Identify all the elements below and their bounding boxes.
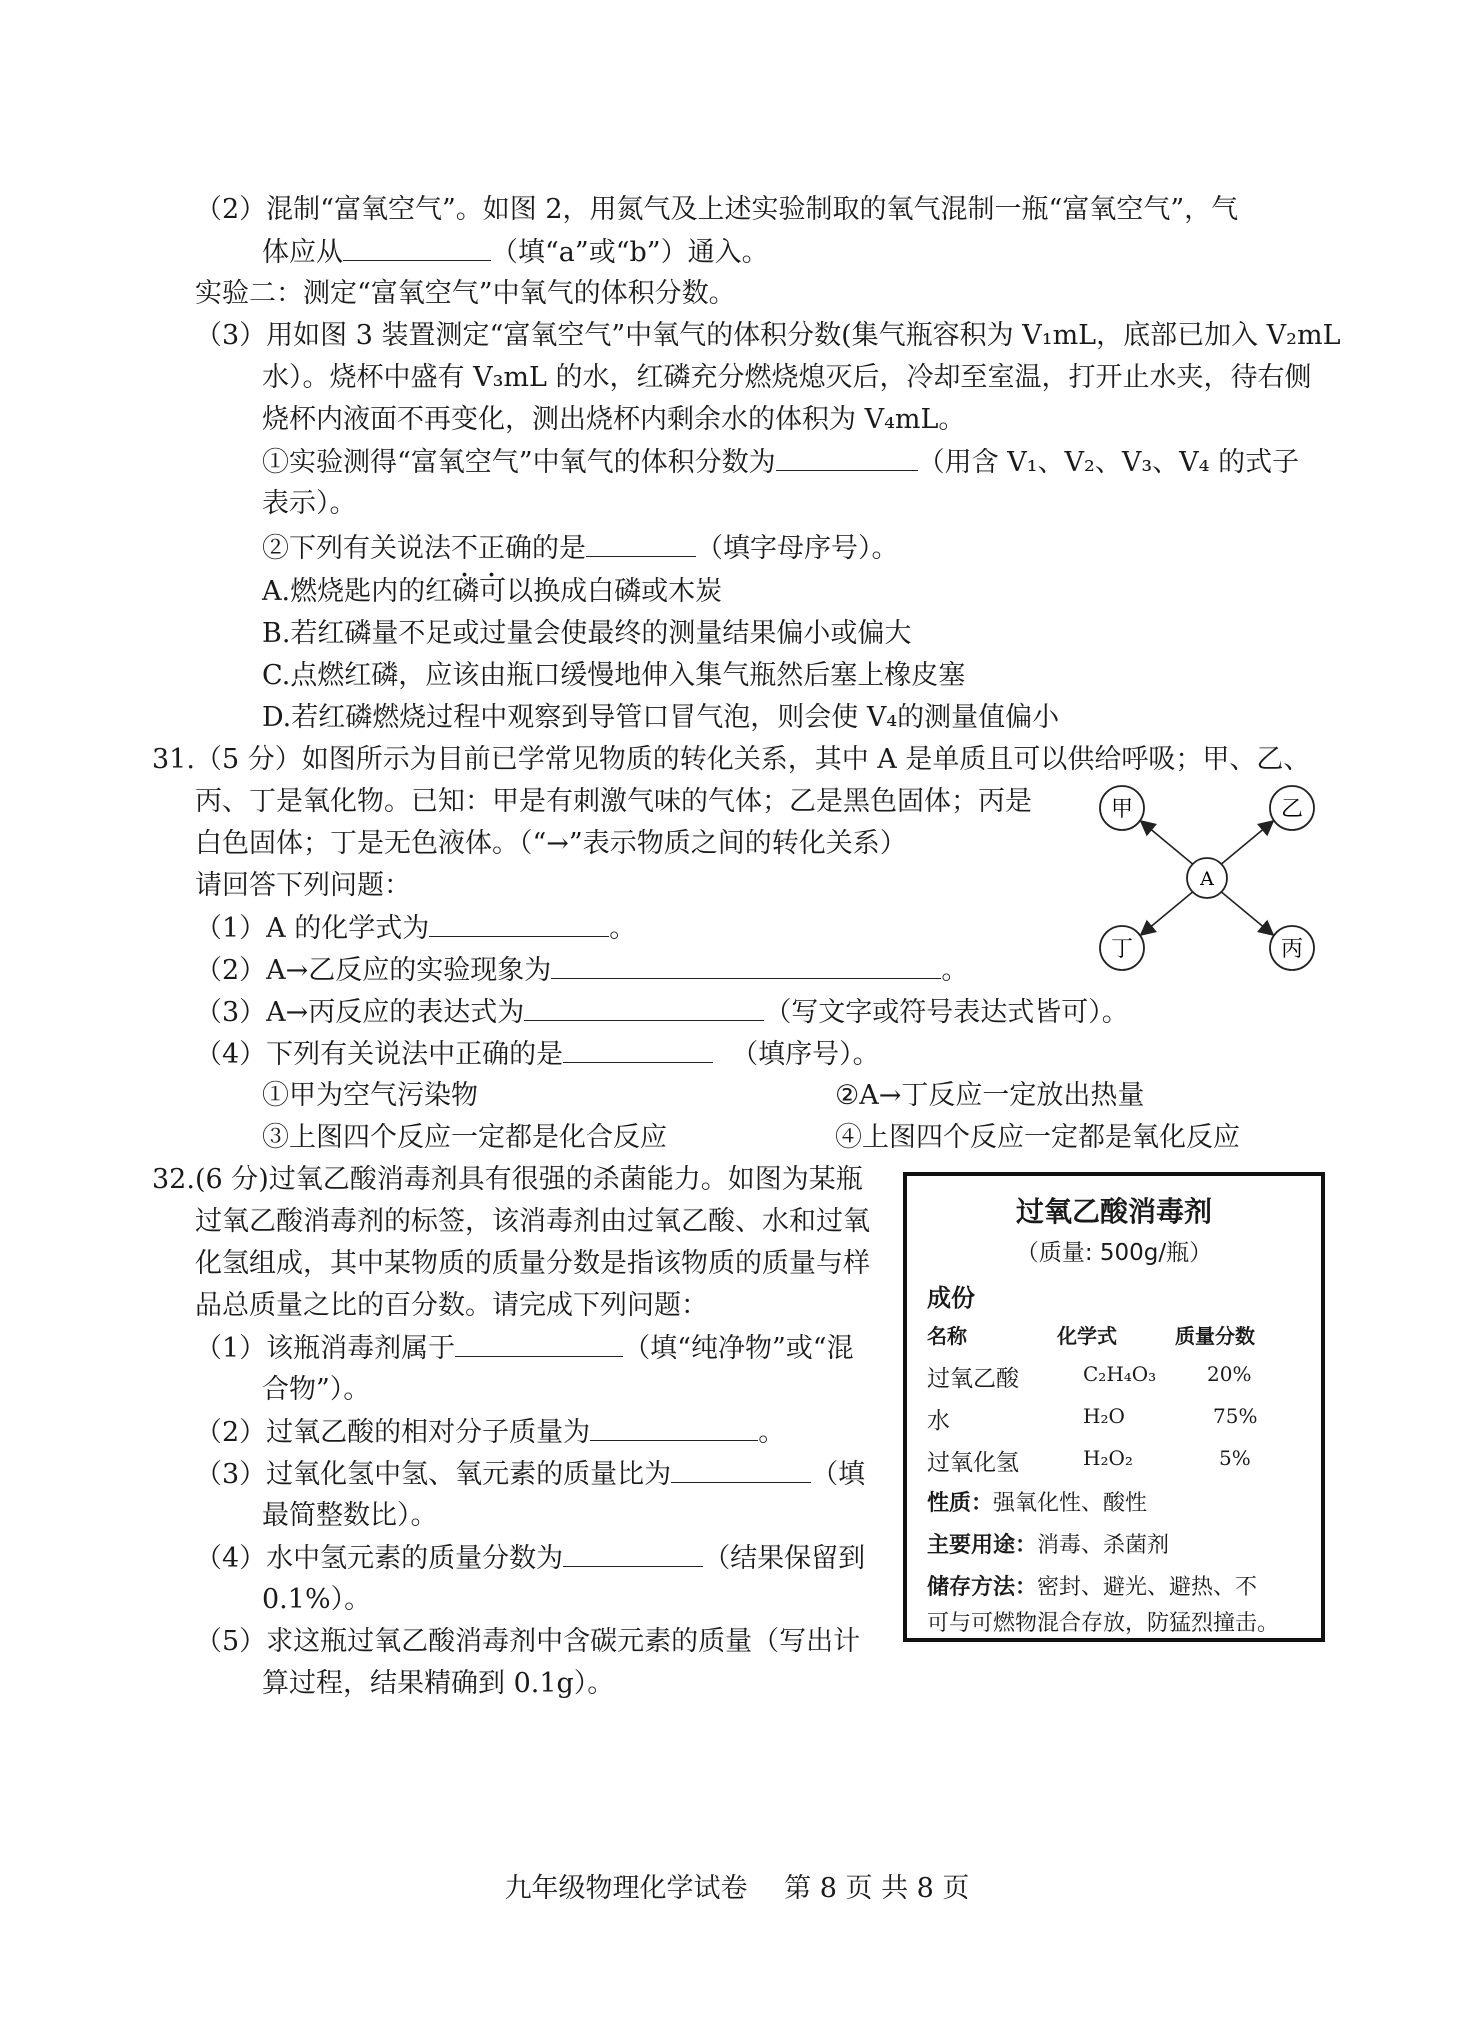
q31-sub1-text: （1）A 的化学式为: [195, 913, 430, 944]
q32-sub5-line2: 算过程，结果精确到 0.1g）。: [262, 1668, 615, 1699]
label-property-key: 性质：: [927, 1491, 994, 1516]
q32-sub4-line2: 0.1%）。: [262, 1584, 372, 1615]
q32-sub4-line1: [195, 1540, 865, 1577]
label-col-formula: 化学式: [1057, 1324, 1117, 1348]
q30-sub1-text: ①实验测得“富氧空气”中氧气的体积分数为: [262, 447, 776, 478]
q30-part3-line3: 烧杯内液面不再变化，测出烧杯内剩余水的体积为 V₄mL。: [262, 404, 966, 435]
label-usage-value: 消毒、杀菌剂: [1037, 1533, 1170, 1558]
q30-part3-line1: （3）用如图 3 装置测定“富氧空气”中氧气的体积分数(集气瓶容积为 V₁mL，底部已加入 V₂mL: [195, 320, 1341, 351]
q32-sub2-text: （2）过氧乙酸的相对分子质量为: [195, 1417, 591, 1448]
answer-blank[interactable]: [590, 1414, 758, 1441]
q32-sub2: [195, 1414, 785, 1451]
answer-blank[interactable]: [343, 234, 491, 261]
label-title: 过氧乙酸消毒剂: [1015, 1195, 1212, 1228]
emphasis-char: 正: [478, 533, 505, 564]
q30-sub1-line2: 表示）。: [262, 488, 357, 519]
q31-sub2-text: （2）A→乙反应的实验现象为: [195, 955, 552, 986]
label-property: [927, 1486, 1147, 1517]
q31-sub2-end: 。: [941, 955, 969, 986]
q32-sub1-line1: [195, 1330, 854, 1367]
q32-sub1-line2: 合物”）。: [262, 1374, 371, 1405]
q31-sub1-end: 。: [609, 913, 637, 944]
q30-experiment2-heading: 实验二：测定“富氧空气”中氧气的体积分数。: [195, 278, 736, 309]
label-row-fraction: 75%: [1213, 1404, 1258, 1428]
q32-sub2-end: 。: [758, 1417, 786, 1448]
q30-option-d: D.若红磷燃烧过程中观察到导管口冒气泡，则会使 V₄的测量值偏小: [262, 702, 1060, 733]
q32-sub5-line1: （5）求这瓶过氧乙酸消毒剂中含碳元素的质量（写出计: [195, 1626, 861, 1657]
q31-sub4-hint: （填序号）。: [731, 1039, 880, 1070]
q31-sub3-hint: （写文字或符号表达式皆可）。: [764, 997, 1129, 1028]
q30-option-c: C.点燃红磷，应该由瓶口缓慢地伸入集气瓶然后塞上橡皮塞: [262, 660, 966, 691]
label-row-name: 过氧化氢: [927, 1450, 1019, 1476]
q30-sub2-text2: 确的是: [505, 533, 586, 564]
label-storage-value: 密封、避光、避热、不: [1037, 1575, 1258, 1600]
q30-part3-line2: 水）。烧杯中盛有 V₃mL 的水，红磷充分燃烧熄灭后，冷却至室温，打开止水夹，待右侧: [262, 362, 1312, 393]
label-row-formula: H₂O: [1083, 1404, 1125, 1428]
answer-blank[interactable]: [563, 1036, 713, 1063]
emphasis-char: 不: [451, 533, 478, 564]
q30-sub1-line1: [262, 444, 1299, 481]
arrow-a-to-jia: [1142, 822, 1195, 866]
label-property-value: 强氧化性、酸性: [993, 1491, 1148, 1516]
node-ding: 丁: [1110, 937, 1134, 962]
q31-choice-2: ②A→丁反应一定放出热量: [835, 1080, 1145, 1111]
q32-stem-line4: 品总质量之比的百分数。请完成下列问题：: [195, 1290, 708, 1321]
q30-option-a: A.燃烧匙内的红磷可以换成白磷或木炭: [262, 576, 723, 607]
q31-stem-line3: 白色固体；丁是无色液体。（“→”表示物质之间的转化关系）: [195, 828, 907, 859]
q32-stem-line2: 过氧乙酸消毒剂的标签，该消毒剂由过氧乙酸、水和过氧: [195, 1206, 870, 1237]
answer-blank[interactable]: [551, 952, 941, 979]
answer-blank[interactable]: [429, 910, 609, 937]
node-jia: 甲: [1110, 797, 1134, 822]
q31-sub3: [195, 994, 1129, 1031]
q31-sub4: [195, 1036, 880, 1073]
label-storage-cont: 可与可燃物混合存放，防猛烈撞击。: [927, 1611, 1280, 1636]
label-row-fraction: 5%: [1219, 1446, 1251, 1470]
q30-sub1-hint: （用含 V₁、V₂、V₃、V₄ 的式子: [917, 447, 1300, 478]
q32-sub3-line1: [195, 1456, 865, 1493]
answer-blank[interactable]: [563, 1540, 703, 1567]
q31-stem-line1: 31.（5 分）如图所示为目前已学常见物质的转化关系，其中 A 是单质且可以供给呼吸；甲、乙、: [152, 744, 1311, 775]
answer-blank[interactable]: [524, 994, 764, 1021]
label-row-name: 水: [927, 1408, 950, 1434]
q31-stem-line4: 请回答下列问题：: [195, 870, 411, 901]
label-row-fraction: 20%: [1207, 1362, 1252, 1386]
answer-blank[interactable]: [671, 1456, 811, 1483]
q31-sub3-text: （3）A→丙反应的表达式为: [195, 997, 525, 1028]
q31-choice-4: ④上图四个反应一定都是氧化反应: [835, 1122, 1240, 1153]
label-row-formula: H₂O₂: [1083, 1446, 1133, 1470]
q30-sub2-text: ②下列有关说法: [262, 533, 451, 564]
q30-part2-line1: （2）混制“富氧空气”。如图 2，用氮气及上述实验制取的氧气混制一瓶“富氧空气”，气: [195, 194, 1239, 225]
q32-sub3-hint: （填: [811, 1459, 866, 1490]
node-yi: 乙: [1280, 797, 1304, 822]
q32-stem-line1: 32.(6 分)过氧乙酸消毒剂具有很强的杀菌能力。如图为某瓶: [152, 1164, 863, 1195]
footer-subject: 九年级物理化学试卷: [504, 1873, 748, 1904]
q30-part2-line2: [262, 234, 769, 271]
q30-part2-hint: （填“a”或“b”）通入。: [491, 237, 769, 268]
answer-blank[interactable]: [455, 1330, 623, 1357]
q31-stem-line2: 丙、丁是氧化物。已知：甲是有刺激气味的气体；乙是黑色固体；丙是: [195, 786, 1032, 817]
q30-part2-text: 体应从: [262, 237, 343, 268]
q32-sub4-text: （4）水中氢元素的质量分数为: [195, 1543, 564, 1574]
page-footer: [0, 1866, 1474, 1905]
disinfectant-label: [903, 1172, 1325, 1642]
q30-sub2-hint: （填字母序号）。: [696, 533, 899, 564]
node-bing: 丙: [1280, 937, 1304, 962]
conversion-diagram: [1090, 780, 1320, 980]
q32-sub3-text: （3）过氧化氢中氢、氧元素的质量比为: [195, 1459, 672, 1490]
q32-sub1-hint: （填“纯净物”或“混: [623, 1333, 854, 1364]
q31-choice-1: ①甲为空气污染物: [262, 1080, 478, 1111]
arrow-a-to-bing: [1219, 890, 1272, 934]
label-section-heading: 成份: [927, 1284, 975, 1312]
q31-sub2: [195, 952, 968, 989]
arrow-a-to-yi: [1219, 822, 1272, 866]
label-storage-key: 储存方法：: [927, 1575, 1038, 1600]
label-subtitle: （质量: 500g/瓶）: [1015, 1240, 1213, 1266]
q30-sub2-line: [262, 530, 899, 567]
label-usage-key: 主要用途：: [927, 1533, 1038, 1558]
q30-option-b: B.若红磷量不足或过量会使最终的测量结果偏小或偏大: [262, 618, 912, 649]
q31-choice-3: ③上图四个反应一定都是化合反应: [262, 1122, 667, 1153]
q32-sub4-hint: （结果保留到: [703, 1543, 866, 1574]
label-col-name: 名称: [927, 1324, 967, 1348]
q31-sub4-text: （4）下列有关说法中正确的是: [195, 1039, 564, 1070]
label-storage: [927, 1570, 1257, 1601]
q32-sub1-text: （1）该瓶消毒剂属于: [195, 1333, 456, 1364]
answer-blank[interactable]: [586, 530, 696, 557]
label-row-formula: C₂H₄O₃: [1083, 1362, 1157, 1386]
label-row-name: 过氧乙酸: [927, 1366, 1019, 1392]
footer-page-number: 第 8 页 共 8 页: [784, 1873, 970, 1904]
node-a: A: [1200, 868, 1214, 890]
q32-sub3-line2: 最简整数比）。: [262, 1500, 438, 1531]
label-usage: [927, 1528, 1169, 1559]
label-col-fraction: 质量分数: [1175, 1324, 1255, 1348]
answer-blank[interactable]: [776, 444, 918, 471]
q31-sub1: [195, 910, 636, 947]
arrow-a-to-ding: [1142, 890, 1195, 934]
q32-stem-line3: 化氢组成，其中某物质的质量分数是指该物质的质量与样: [195, 1248, 870, 1279]
